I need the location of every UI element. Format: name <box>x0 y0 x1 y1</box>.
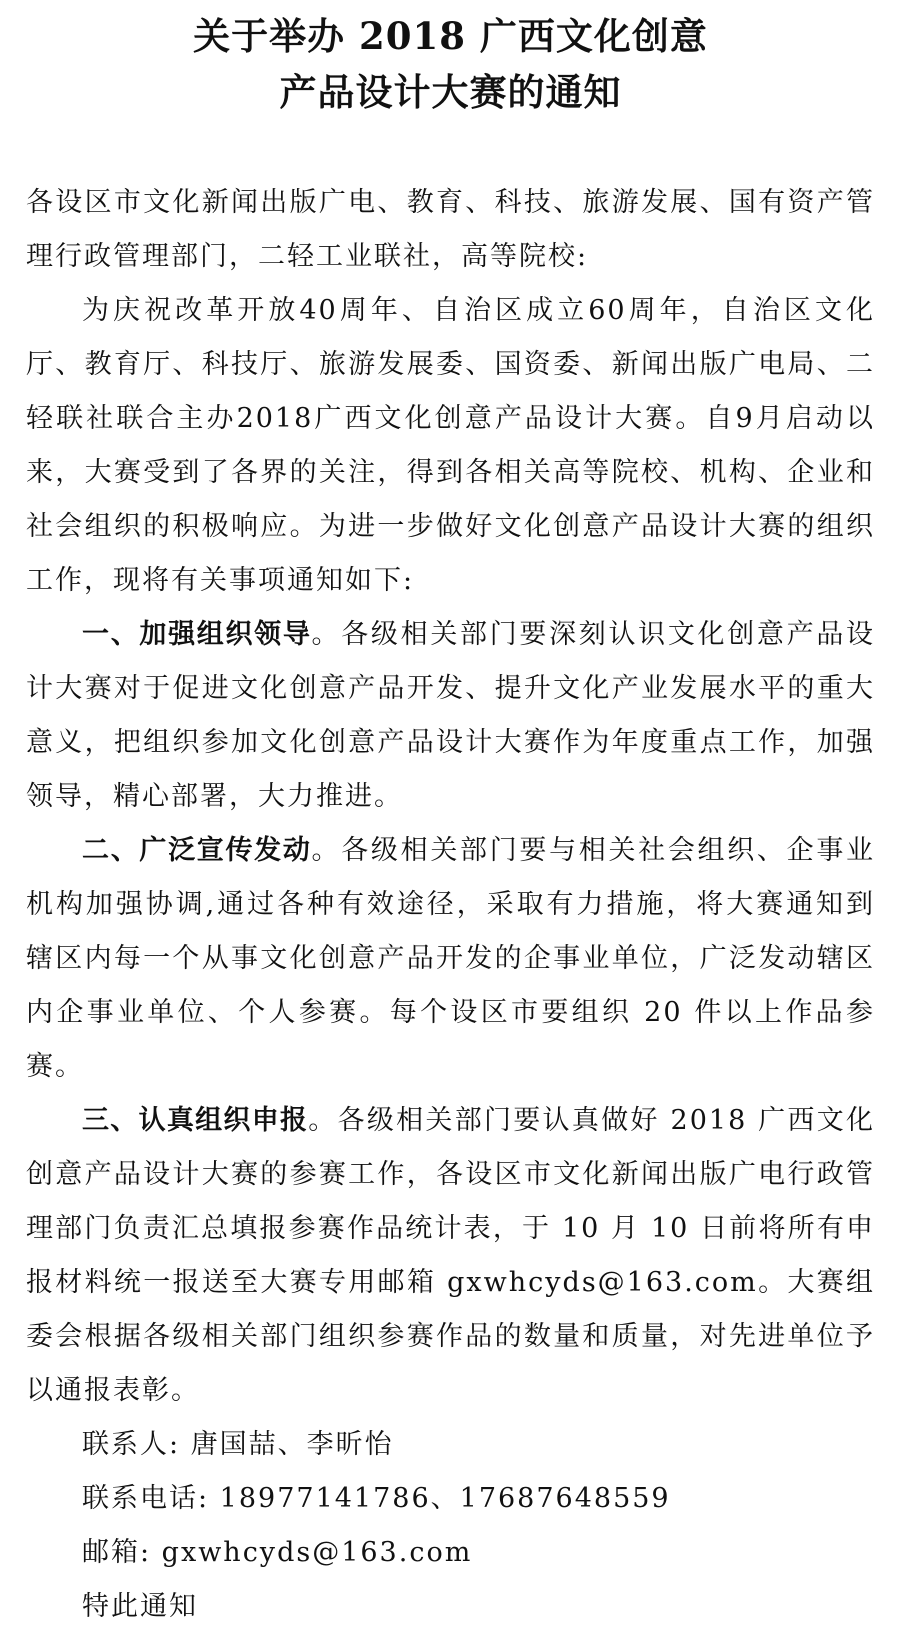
contact-phone: 联系电话: 18977141786、17687648559 <box>82 1483 671 1514</box>
recipients-paragraph: 各设区市文化新闻出版广电、教育、科技、旅游发展、国有资产管理行政管理部门，二轻工业联社，高等院校: <box>26 187 875 272</box>
section-text-2: 。各级相关部门要与相关社会组织、企事业机构加强协调,通过各种有效途径，采取有力措施，将大赛通知到辖区内每一个从事文化创意产品开发的企事业单位，广泛发动辖区内企事业单位、个人参赛。每个设区市要组织 20 件以上作品参赛。 <box>26 835 876 1082</box>
title-line-2: 产品设计大赛的通知 <box>279 70 622 114</box>
section-text-1: 。各级相关部门要深刻认识文化创意产品设计大赛对于促进文化创意产品开发、提升文化产业发展水平的重大意义，把组织参加文化创意产品设计大赛作为年度重点工作，加强领导，精心部署，大力推进。 <box>26 619 876 812</box>
section-paragraph-2 <box>26 824 875 1094</box>
document-body <box>26 176 875 1634</box>
contact-person: 联系人: 唐国喆、李昕怡 <box>82 1429 394 1460</box>
title-line-1: 关于举办 2018 广西文化创意 <box>193 14 708 58</box>
document-title <box>26 8 875 120</box>
intro-paragraph: 为庆祝改革开放40周年、自治区成立60周年，自治区文化厅、教育厅、科技厅、旅游发展委、国资委、新闻出版广电局、二轻联社联合主办2018广西文化创意产品设计大赛。自9月启动以来，大赛受到了各界的关注，得到各相关高等院校、机构、企业和社会组织的积极响应。为进一步做好文化创意产品设计大赛的组织工作，现将有关事项通知如下: <box>26 295 875 596</box>
section-heading-3: 三、认真组织申报 <box>82 1105 309 1136</box>
section-paragraph-3 <box>26 1094 875 1418</box>
contact-email: 邮箱: gxwhcyds@163.com <box>82 1537 473 1568</box>
section-heading-2: 二、广泛宣传发动 <box>82 835 312 866</box>
section-text-3: 。各级相关部门要认真做好 2018 广西文化创意产品设计大赛的参赛工作，各设区市文化新闻出版广电行政管理部门负责汇总填报参赛作品统计表，于 10 月 10 日前将所有申报材料统一报送至大赛专用邮箱 gxwhcyds@163.com。大赛组委会根据各级相关部门组织参赛作品的数量和质量，对先进单位予以通报表彰。 <box>26 1105 875 1406</box>
closing-text: 特此通知 <box>82 1591 198 1622</box>
document-page <box>0 8 899 1622</box>
section-paragraph-1 <box>26 608 875 824</box>
section-heading-1: 一、加强组织领导 <box>82 619 312 650</box>
